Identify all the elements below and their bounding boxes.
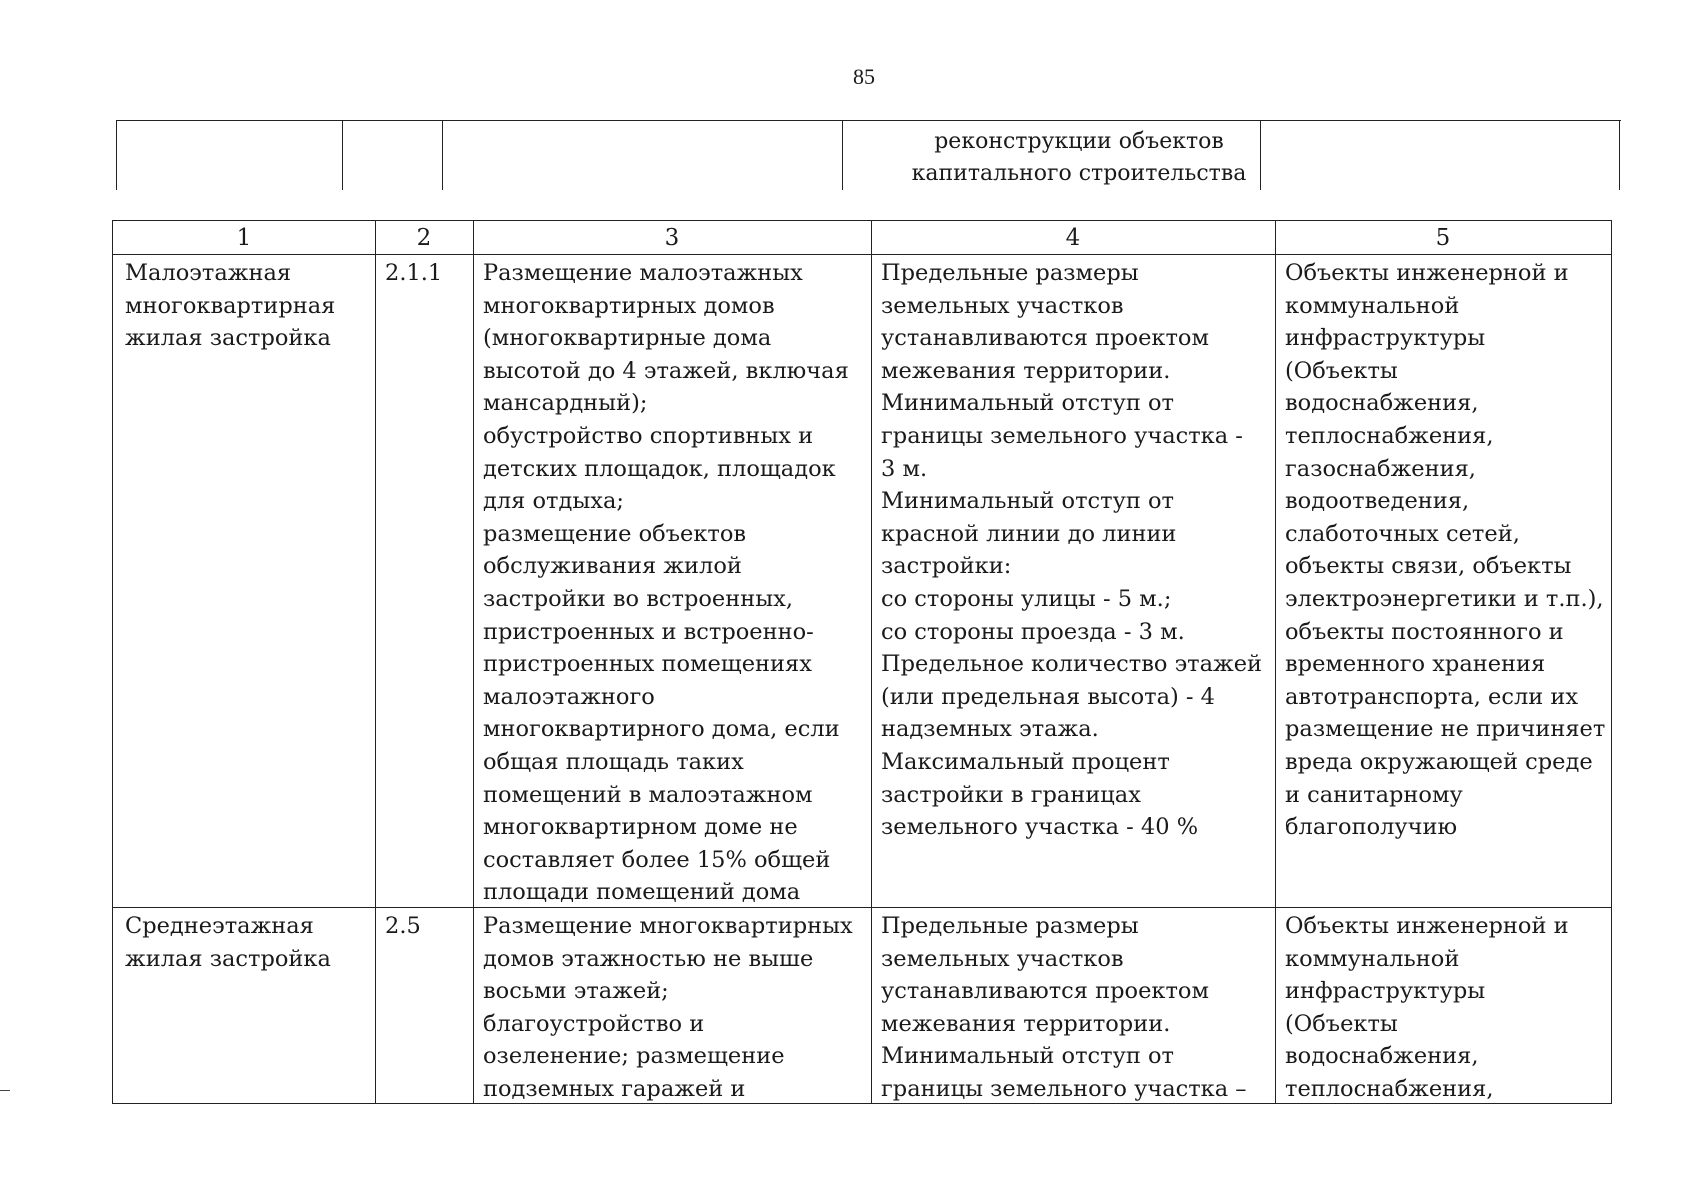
header-col-3: 3 (664, 225, 680, 251)
column-border (473, 221, 474, 1103)
row2-description: Размещение многоквартирных домов этажностью не выше восьми этажей; благоустройство и озеленение; размещение подземных гаражей и (483, 913, 853, 1102)
row1-description: Размещение малоэтажных многоквартирных домов (многоквартирные дома высотой до 4 этажей, включая мансардный); обустройство спортивных и детских площадок, площадок для отдыха; размещение объектов обслуживания жилой застройки во встроенных, пристроенных и встроенно- пристроенных помещениях малоэтажного многоквартирного дома, если общая площадь таких помещений в малоэтажном многоквартирном доме не составляет более 15% общей площади помещений дома (483, 260, 849, 906)
header-col-4: 4 (1065, 225, 1081, 251)
continuation-col-border-2 (342, 120, 343, 190)
column-border (375, 221, 376, 1103)
row2-parameters: Предельные размеры земельных участков устанавливаются проектом межевания территории. Минимальный отступ от границы земельного участка – (881, 913, 1247, 1102)
continuation-col-border-6 (1619, 120, 1620, 190)
header-col-2: 2 (416, 225, 432, 251)
row2-auxiliary: Объекты инженерной и коммунальной инфраструктуры (Объекты водоснабжения, теплоснабжения, (1285, 913, 1569, 1102)
header-row-border (113, 254, 1611, 255)
row2-code: 2.5 (385, 913, 421, 939)
continuation-col-border-3 (442, 120, 443, 190)
column-border (871, 221, 872, 1103)
header-col-1: 1 (236, 225, 252, 251)
row1-name: Малоэтажная многоквартирная жилая застройка (125, 260, 336, 352)
header-col-5: 5 (1435, 225, 1451, 251)
row1-auxiliary: Объекты инженерной и коммунальной инфраструктуры (Объекты водоснабжения, теплоснабжения, газоснабжения, водоотведения, слаботочных сетей, объекты связи, объекты электроэнергетики и т.п.), объекты постоянного и временного хранения автотранспорта, если их размещение не причиняет вреда окружающей среде и санитарному благополучию (1285, 260, 1606, 841)
page-number: 85 (853, 64, 875, 89)
zoning-table (112, 220, 1612, 1104)
row1-parameters: Предельные размеры земельных участков устанавливаются проектом межевания территории. Минимальный отступ от границы земельного участка - 3 м. Минимальный отступ от красной линии до линии застройки: со стороны улицы - 5 м.; со стороны проезда - 3 м. Предельное количество этажей (или предельная высота) - 4 надземных этажа. Максимальный процент застройки в границах земельного участка - 40 % (881, 260, 1263, 841)
row1-code: 2.1.1 (385, 260, 443, 286)
row2-name: Среднеэтажная жилая застройка (125, 913, 331, 972)
continuation-cell-text: реконструкции объектов капитального строительства (911, 129, 1247, 186)
continuation-table (116, 120, 1621, 190)
continuation-col-border-1 (116, 120, 117, 190)
continuation-col-border-4 (842, 120, 843, 190)
column-border (1275, 221, 1276, 1103)
margin-mark (0, 1090, 10, 1091)
